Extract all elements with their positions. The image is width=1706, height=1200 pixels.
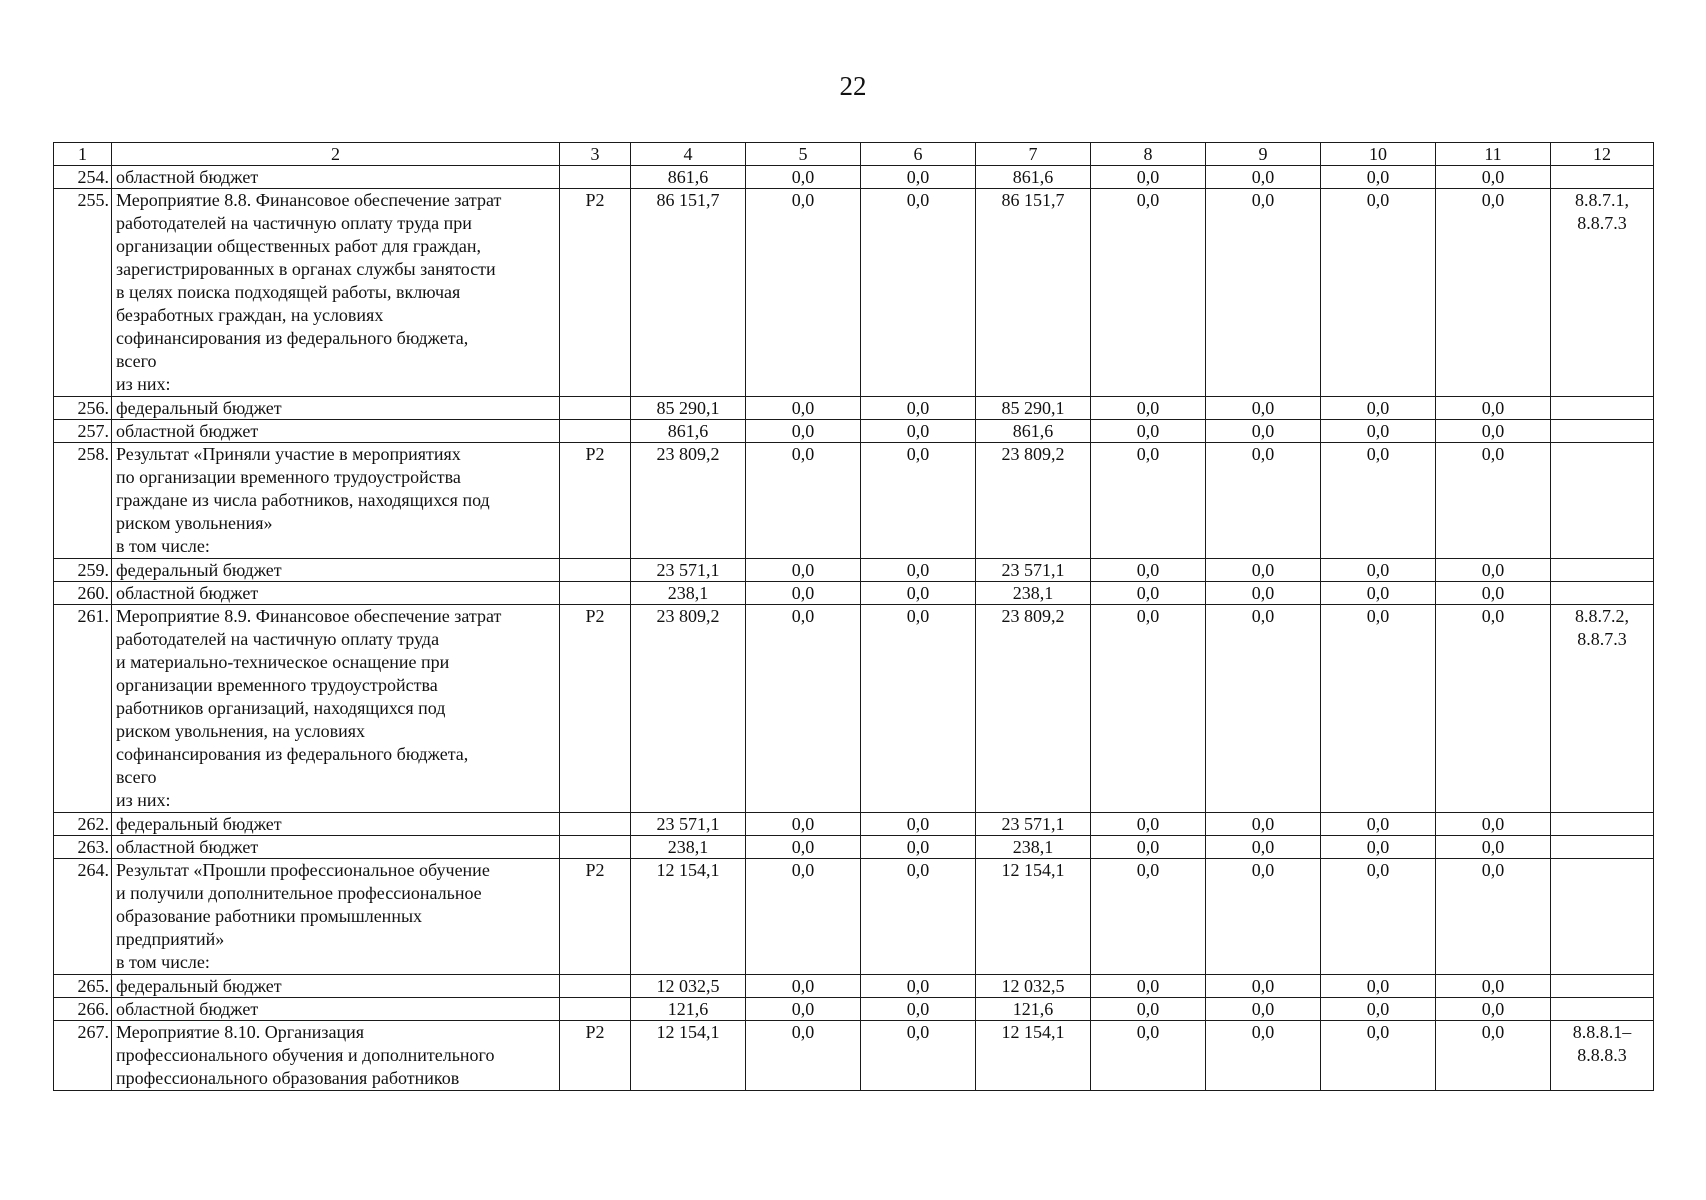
- value-col-9: 0,0: [1206, 166, 1321, 189]
- row-reference: [1551, 836, 1654, 859]
- value-col-9: 0,0: [1206, 420, 1321, 443]
- row-name-line: всего: [116, 767, 157, 787]
- value-col-5: 0,0: [746, 836, 861, 859]
- value-col-10: 0,0: [1321, 397, 1436, 420]
- value-col-11: 0,0: [1436, 998, 1551, 1021]
- value-col-8: 0,0: [1091, 975, 1206, 998]
- row-reference: [1551, 1021, 1654, 1091]
- table-row: [54, 998, 1654, 1021]
- value-col-8: 0,0: [1091, 1021, 1206, 1091]
- value-col-5: 0,0: [746, 443, 861, 559]
- value-col-10: 0,0: [1321, 443, 1436, 559]
- row-name-line: зарегистрированных в органах службы занятости: [116, 259, 496, 279]
- value-col-6: 0,0: [861, 397, 976, 420]
- row-reference: [1551, 998, 1654, 1021]
- row-name-line: предприятий»: [116, 929, 225, 949]
- row-number: 261.: [54, 605, 112, 813]
- row-code: Р2: [560, 1021, 631, 1091]
- column-header-2: 2: [112, 143, 560, 166]
- table-row: [54, 605, 1654, 813]
- column-header-5: 5: [746, 143, 861, 166]
- row-number: 266.: [54, 998, 112, 1021]
- row-code: [560, 582, 631, 605]
- row-reference: [1551, 975, 1654, 998]
- value-col-5: 0,0: [746, 397, 861, 420]
- value-col-9: 0,0: [1206, 836, 1321, 859]
- value-col-10: 0,0: [1321, 189, 1436, 397]
- row-name-line: федеральный бюджет: [116, 976, 282, 996]
- value-col-4: 23 571,1: [631, 813, 746, 836]
- value-col-9: 0,0: [1206, 1021, 1321, 1091]
- value-col-8: 0,0: [1091, 582, 1206, 605]
- table-row: [54, 859, 1654, 975]
- table-row: [54, 836, 1654, 859]
- row-name-line: областной бюджет: [116, 167, 259, 187]
- row-number: 254.: [54, 166, 112, 189]
- row-name-line: работников организаций, находящихся под: [116, 698, 446, 718]
- value-col-9: 0,0: [1206, 189, 1321, 397]
- row-number: 257.: [54, 420, 112, 443]
- reference-line: 8.8.7.1,: [1575, 190, 1629, 210]
- value-col-8: 0,0: [1091, 836, 1206, 859]
- value-col-6: 0,0: [861, 443, 976, 559]
- value-col-5: 0,0: [746, 859, 861, 975]
- column-header-6: 6: [861, 143, 976, 166]
- value-col-7: 23 809,2: [976, 605, 1091, 813]
- table-row: [54, 813, 1654, 836]
- value-col-10: 0,0: [1321, 582, 1436, 605]
- value-col-5: 0,0: [746, 189, 861, 397]
- row-reference: [1551, 420, 1654, 443]
- value-col-11: 0,0: [1436, 397, 1551, 420]
- value-col-5: 0,0: [746, 582, 861, 605]
- column-header-10: 10: [1321, 143, 1436, 166]
- value-col-4: 23 809,2: [631, 605, 746, 813]
- column-header-12: 12: [1551, 143, 1654, 166]
- row-code: Р2: [560, 859, 631, 975]
- value-col-7: 12 154,1: [976, 1021, 1091, 1091]
- value-col-6: 0,0: [861, 605, 976, 813]
- value-col-4: 85 290,1: [631, 397, 746, 420]
- row-name-line: из них:: [116, 374, 171, 394]
- value-col-5: 0,0: [746, 605, 861, 813]
- column-header-4: 4: [631, 143, 746, 166]
- row-name-line: всего: [116, 351, 157, 371]
- row-number: 265.: [54, 975, 112, 998]
- value-col-4: 121,6: [631, 998, 746, 1021]
- row-name-line: Результат «Приняли участие в мероприятиях: [116, 444, 461, 464]
- row-name: [112, 559, 560, 582]
- column-header-3: 3: [560, 143, 631, 166]
- value-col-10: 0,0: [1321, 859, 1436, 975]
- value-col-10: 0,0: [1321, 998, 1436, 1021]
- value-col-5: 0,0: [746, 813, 861, 836]
- value-col-8: 0,0: [1091, 559, 1206, 582]
- row-number: 267.: [54, 1021, 112, 1091]
- row-code: Р2: [560, 189, 631, 397]
- row-code: Р2: [560, 443, 631, 559]
- value-col-7: 12 154,1: [976, 859, 1091, 975]
- row-name-line: областной бюджет: [116, 421, 259, 441]
- value-col-8: 0,0: [1091, 998, 1206, 1021]
- value-col-7: 86 151,7: [976, 189, 1091, 397]
- row-name-line: в целях поиска подходящей работы, включая: [116, 282, 461, 302]
- value-col-8: 0,0: [1091, 605, 1206, 813]
- table-row: [54, 189, 1654, 397]
- column-header-1: 1: [54, 143, 112, 166]
- value-col-7: 23 571,1: [976, 813, 1091, 836]
- value-col-8: 0,0: [1091, 813, 1206, 836]
- row-name: [112, 605, 560, 813]
- value-col-10: 0,0: [1321, 836, 1436, 859]
- row-name-line: граждане из числа работников, находящихся под: [116, 490, 490, 510]
- row-reference: [1551, 397, 1654, 420]
- table-row: [54, 1021, 1654, 1091]
- value-col-7: 861,6: [976, 166, 1091, 189]
- row-name-line: и получили дополнительное профессиональное: [116, 883, 482, 903]
- value-col-10: 0,0: [1321, 1021, 1436, 1091]
- row-code: [560, 998, 631, 1021]
- table-row: [54, 420, 1654, 443]
- value-col-8: 0,0: [1091, 859, 1206, 975]
- value-col-9: 0,0: [1206, 443, 1321, 559]
- row-name-line: Результат «Прошли профессиональное обучение: [116, 860, 490, 880]
- value-col-5: 0,0: [746, 975, 861, 998]
- row-code: [560, 975, 631, 998]
- value-col-11: 0,0: [1436, 420, 1551, 443]
- row-name-line: софинансирования из федерального бюджета,: [116, 328, 469, 348]
- value-col-5: 0,0: [746, 166, 861, 189]
- row-name: [112, 189, 560, 397]
- row-code: [560, 836, 631, 859]
- row-name-line: из них:: [116, 790, 171, 810]
- value-col-4: 12 032,5: [631, 975, 746, 998]
- value-col-6: 0,0: [861, 1021, 976, 1091]
- value-col-9: 0,0: [1206, 975, 1321, 998]
- row-name-line: безработных граждан, на условиях: [116, 305, 384, 325]
- row-code: [560, 559, 631, 582]
- value-col-8: 0,0: [1091, 166, 1206, 189]
- row-number: 264.: [54, 859, 112, 975]
- row-code: [560, 420, 631, 443]
- row-name: [112, 1021, 560, 1091]
- value-col-7: 23 809,2: [976, 443, 1091, 559]
- row-name: [112, 420, 560, 443]
- value-col-6: 0,0: [861, 813, 976, 836]
- row-name: [112, 813, 560, 836]
- value-col-7: 85 290,1: [976, 397, 1091, 420]
- row-code: [560, 813, 631, 836]
- row-name-line: областной бюджет: [116, 999, 259, 1019]
- value-col-8: 0,0: [1091, 443, 1206, 559]
- value-col-9: 0,0: [1206, 813, 1321, 836]
- row-name-line: Мероприятие 8.8. Финансовое обеспечение затрат: [116, 190, 502, 210]
- value-col-6: 0,0: [861, 189, 976, 397]
- value-col-7: 12 032,5: [976, 975, 1091, 998]
- row-code: Р2: [560, 605, 631, 813]
- reference-line: 8.8.7.2,: [1575, 606, 1629, 626]
- value-col-4: 12 154,1: [631, 859, 746, 975]
- value-col-10: 0,0: [1321, 559, 1436, 582]
- row-name: [112, 397, 560, 420]
- budget-table: [53, 142, 1654, 1091]
- value-col-7: 121,6: [976, 998, 1091, 1021]
- row-number: 259.: [54, 559, 112, 582]
- row-name-line: организации временного трудоустройства: [116, 675, 438, 695]
- value-col-4: 23 571,1: [631, 559, 746, 582]
- row-number: 263.: [54, 836, 112, 859]
- table-row: [54, 975, 1654, 998]
- value-col-6: 0,0: [861, 975, 976, 998]
- row-number: 260.: [54, 582, 112, 605]
- row-name: [112, 859, 560, 975]
- page-number: 22: [839, 71, 867, 101]
- row-name-line: областной бюджет: [116, 583, 259, 603]
- row-name-line: риском увольнения»: [116, 513, 273, 533]
- table-row: [54, 582, 1654, 605]
- column-header-9: 9: [1206, 143, 1321, 166]
- column-header-11: 11: [1436, 143, 1551, 166]
- value-col-9: 0,0: [1206, 859, 1321, 975]
- value-col-4: 238,1: [631, 836, 746, 859]
- table-row: [54, 559, 1654, 582]
- row-name: [112, 836, 560, 859]
- column-header-7: 7: [976, 143, 1091, 166]
- value-col-6: 0,0: [861, 998, 976, 1021]
- value-col-7: 238,1: [976, 836, 1091, 859]
- table-body: [54, 143, 1654, 1091]
- value-col-7: 23 571,1: [976, 559, 1091, 582]
- value-col-9: 0,0: [1206, 559, 1321, 582]
- value-col-6: 0,0: [861, 166, 976, 189]
- row-reference: [1551, 582, 1654, 605]
- row-number: 258.: [54, 443, 112, 559]
- value-col-10: 0,0: [1321, 975, 1436, 998]
- value-col-7: 861,6: [976, 420, 1091, 443]
- row-name-line: в том числе:: [116, 536, 210, 556]
- value-col-11: 0,0: [1436, 605, 1551, 813]
- value-col-10: 0,0: [1321, 420, 1436, 443]
- value-col-11: 0,0: [1436, 559, 1551, 582]
- table-row: [54, 397, 1654, 420]
- table-row: [54, 443, 1654, 559]
- value-col-8: 0,0: [1091, 189, 1206, 397]
- value-col-4: 861,6: [631, 166, 746, 189]
- value-col-8: 0,0: [1091, 420, 1206, 443]
- row-reference: [1551, 189, 1654, 397]
- value-col-6: 0,0: [861, 859, 976, 975]
- value-col-11: 0,0: [1436, 1021, 1551, 1091]
- value-col-11: 0,0: [1436, 836, 1551, 859]
- row-name: [112, 975, 560, 998]
- value-col-11: 0,0: [1436, 189, 1551, 397]
- row-number: 255.: [54, 189, 112, 397]
- table-row: [54, 166, 1654, 189]
- value-col-9: 0,0: [1206, 998, 1321, 1021]
- row-name: [112, 998, 560, 1021]
- row-reference: [1551, 166, 1654, 189]
- row-name-line: работодателей на частичную оплату труда при: [116, 213, 472, 233]
- row-name-line: образование работники промышленных: [116, 906, 423, 926]
- row-number: 256.: [54, 397, 112, 420]
- row-name-line: Мероприятие 8.10. Организация: [116, 1022, 365, 1042]
- row-name-line: областной бюджет: [116, 837, 259, 857]
- value-col-11: 0,0: [1436, 443, 1551, 559]
- row-code: [560, 166, 631, 189]
- row-name-line: федеральный бюджет: [116, 398, 282, 418]
- value-col-6: 0,0: [861, 420, 976, 443]
- row-name-line: Мероприятие 8.9. Финансовое обеспечение затрат: [116, 606, 502, 626]
- value-col-6: 0,0: [861, 836, 976, 859]
- value-col-6: 0,0: [861, 582, 976, 605]
- row-reference: [1551, 605, 1654, 813]
- value-col-11: 0,0: [1436, 859, 1551, 975]
- row-number: 262.: [54, 813, 112, 836]
- row-name-line: по организации временного трудоустройства: [116, 467, 461, 487]
- reference-line: 8.8.8.1–: [1572, 1022, 1632, 1042]
- row-name: [112, 166, 560, 189]
- value-col-10: 0,0: [1321, 166, 1436, 189]
- row-name-line: профессионального обучения и дополнительного: [116, 1045, 495, 1065]
- row-name-line: в том числе:: [116, 952, 210, 972]
- reference-line: 8.8.7.3: [1577, 213, 1627, 233]
- value-col-11: 0,0: [1436, 813, 1551, 836]
- value-col-5: 0,0: [746, 1021, 861, 1091]
- header-row: [54, 143, 1654, 166]
- value-col-11: 0,0: [1436, 975, 1551, 998]
- value-col-5: 0,0: [746, 559, 861, 582]
- row-name-line: федеральный бюджет: [116, 814, 282, 834]
- row-reference: [1551, 559, 1654, 582]
- row-name: [112, 582, 560, 605]
- value-col-11: 0,0: [1436, 582, 1551, 605]
- value-col-9: 0,0: [1206, 582, 1321, 605]
- value-col-7: 238,1: [976, 582, 1091, 605]
- value-col-8: 0,0: [1091, 397, 1206, 420]
- value-col-5: 0,0: [746, 998, 861, 1021]
- value-col-9: 0,0: [1206, 605, 1321, 813]
- value-col-10: 0,0: [1321, 813, 1436, 836]
- value-col-4: 238,1: [631, 582, 746, 605]
- reference-line: 8.8.7.3: [1577, 629, 1627, 649]
- row-name-line: риском увольнения, на условиях: [116, 721, 366, 741]
- value-col-4: 23 809,2: [631, 443, 746, 559]
- reference-line: 8.8.8.3: [1577, 1045, 1627, 1065]
- row-name-line: софинансирования из федерального бюджета,: [116, 744, 469, 764]
- row-name: [112, 443, 560, 559]
- row-name-line: федеральный бюджет: [116, 560, 282, 580]
- row-reference: [1551, 813, 1654, 836]
- row-name-line: профессионального образования работников: [116, 1068, 460, 1088]
- value-col-10: 0,0: [1321, 605, 1436, 813]
- row-name-line: работодателей на частичную оплату труда: [116, 629, 440, 649]
- row-code: [560, 397, 631, 420]
- value-col-6: 0,0: [861, 559, 976, 582]
- value-col-4: 861,6: [631, 420, 746, 443]
- value-col-11: 0,0: [1436, 166, 1551, 189]
- value-col-4: 86 151,7: [631, 189, 746, 397]
- column-header-8: 8: [1091, 143, 1206, 166]
- value-col-5: 0,0: [746, 420, 861, 443]
- row-name-line: и материально-техническое оснащение при: [116, 652, 450, 672]
- row-name-line: организации общественных работ для граждан,: [116, 236, 481, 256]
- row-reference: [1551, 859, 1654, 975]
- value-col-9: 0,0: [1206, 397, 1321, 420]
- value-col-4: 12 154,1: [631, 1021, 746, 1091]
- row-reference: [1551, 443, 1654, 559]
